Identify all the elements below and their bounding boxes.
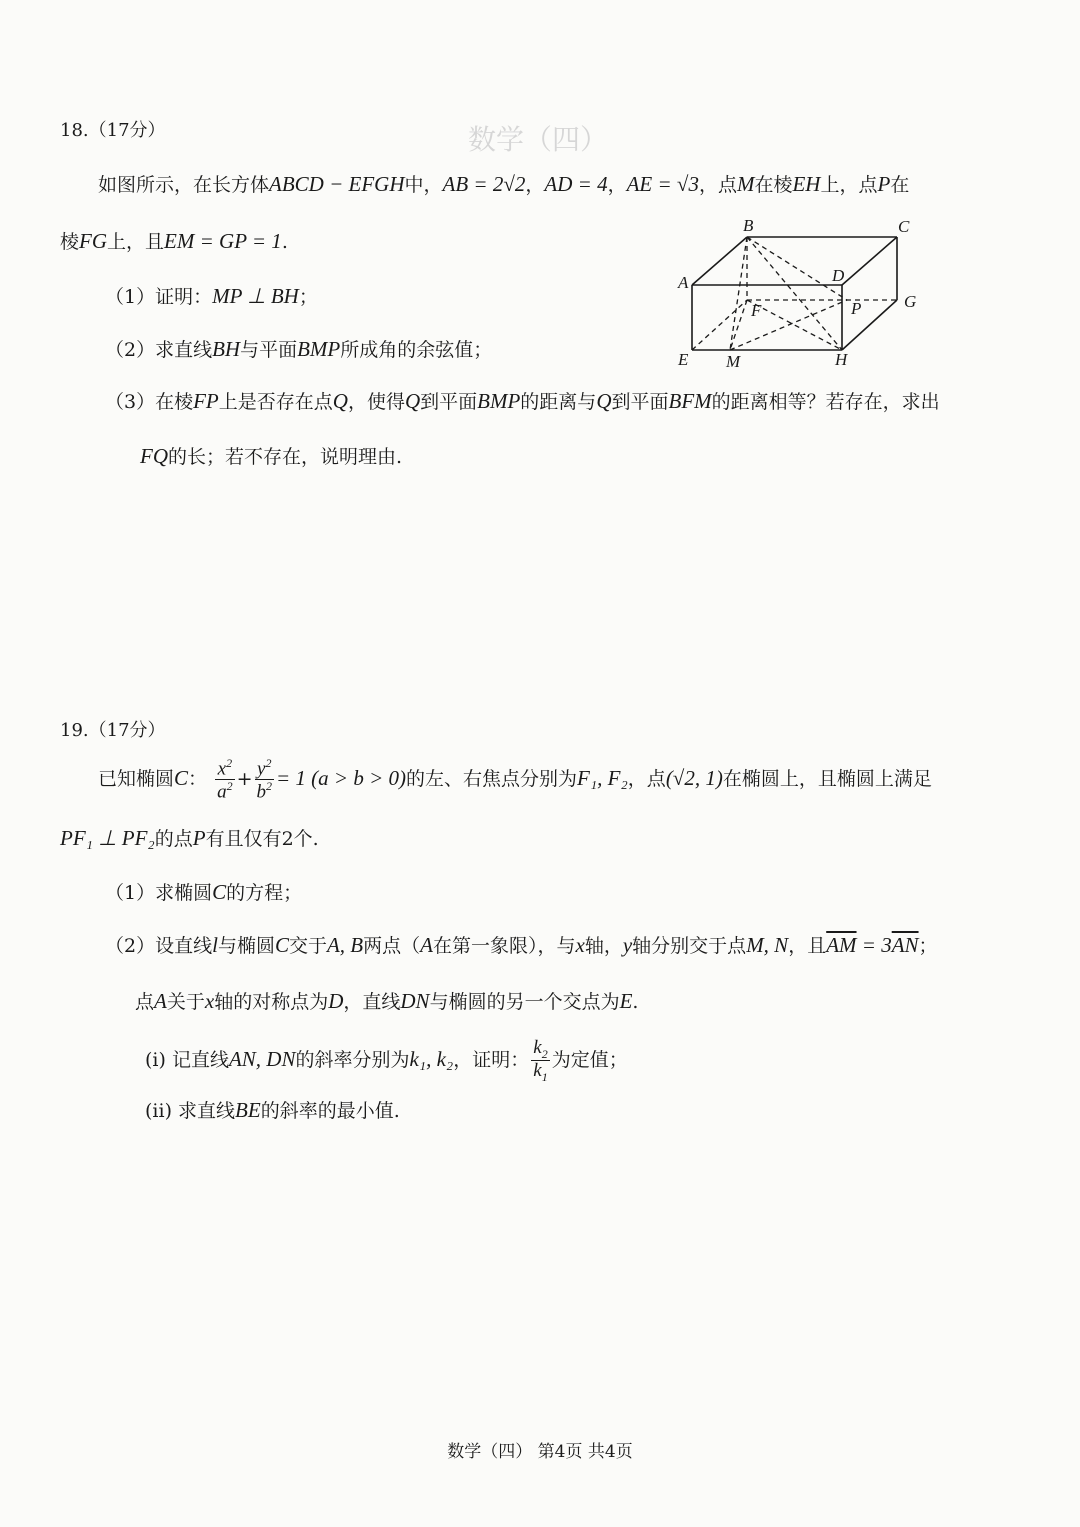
cuboid-figure <box>670 215 940 375</box>
q19-header: 19.（17分） <box>60 720 166 741</box>
q19-subpart-i: (i) 记直线AN, DN的斜率分别为k₁, k₂，证明： $\frac{k_2}{k_1}$ 为定值； <box>145 1037 628 1085</box>
label-B: B <box>743 216 754 235</box>
q18-header: 18.（17分） <box>60 120 166 141</box>
q19-part1: （1）求椭圆C的方程； <box>105 880 303 904</box>
bleed-through-title: 数学（四） <box>468 123 609 156</box>
q18-part2: （2）求直线BH与平面BMP所成角的余弦值； <box>105 337 493 361</box>
edge-EF <box>692 300 747 350</box>
q18-stem-line1: 如图所示，在长方体ABCD − EFGH中，AB = 2√2，AD = 4，AE = √3，点M在棱EH上，点P在 <box>98 172 910 196</box>
fraction-k2-k1: $\frac{k_2}{k_1}$ <box>533 1037 548 1085</box>
label-A: A <box>678 273 689 292</box>
label-M: M <box>726 352 741 371</box>
fraction-x2-a2: $\frac{x^2}{a^2}$ <box>217 756 233 803</box>
seg-BM <box>730 237 747 350</box>
q18-part1: （1）证明：MP ⊥ BH； <box>105 284 318 308</box>
label-P: P <box>851 299 862 318</box>
label-H: H <box>835 350 848 369</box>
label-F: F <box>751 301 762 320</box>
q18-stem-line2: 棱FG上，且EM = GP = 1. <box>60 229 288 253</box>
label-D: D <box>832 266 845 285</box>
q19-part2-cont: 点A关于x轴的对称点为D，直线DN与椭圆的另一个交点为E. <box>135 989 639 1013</box>
q18-part3-cont: FQ的长；若不存在，说明理由. <box>140 444 403 468</box>
seg-MP <box>730 300 847 350</box>
fraction-y2-b2: $\frac{y^2}{b^2}$ <box>256 756 273 803</box>
q19-subpart-ii: (ii) 求直线BE的斜率的最小值. <box>145 1098 400 1122</box>
q19-stem-line1: 已知椭圆C： $\frac{x^2}{a^2}$ + $\frac{y^2}{b^2}$ = 1 (a > b > 0)的左、右焦点分别为F₁, F₂，点(√2, 1)在椭圆上，且椭圆上满足 <box>98 756 932 803</box>
edge-DC <box>842 237 897 285</box>
page-footer: 数学（四） 第4页 共4页 <box>447 1442 633 1462</box>
seg-BH <box>747 237 842 350</box>
q18-part3: （3）在棱FP上是否存在点Q，使得Q到平面BMP的距离与Q到平面BFM的距离相等？若存在，求出 <box>105 389 940 413</box>
q19-stem-line2: PF₁ ⊥ PF₂的点P有且仅有2个. <box>60 826 319 850</box>
seg-FM <box>730 300 747 350</box>
q19-part2: （2）设直线l与椭圆C交于A, B两点（A在第一象限），与x轴，y轴分别交于点M, N，且$\overline{AM} = 3\overline{AN}$； <box>105 933 938 957</box>
label-E: E <box>678 350 689 369</box>
edge-AB <box>692 237 747 285</box>
label-G: G <box>904 292 917 311</box>
label-C: C <box>898 217 910 236</box>
